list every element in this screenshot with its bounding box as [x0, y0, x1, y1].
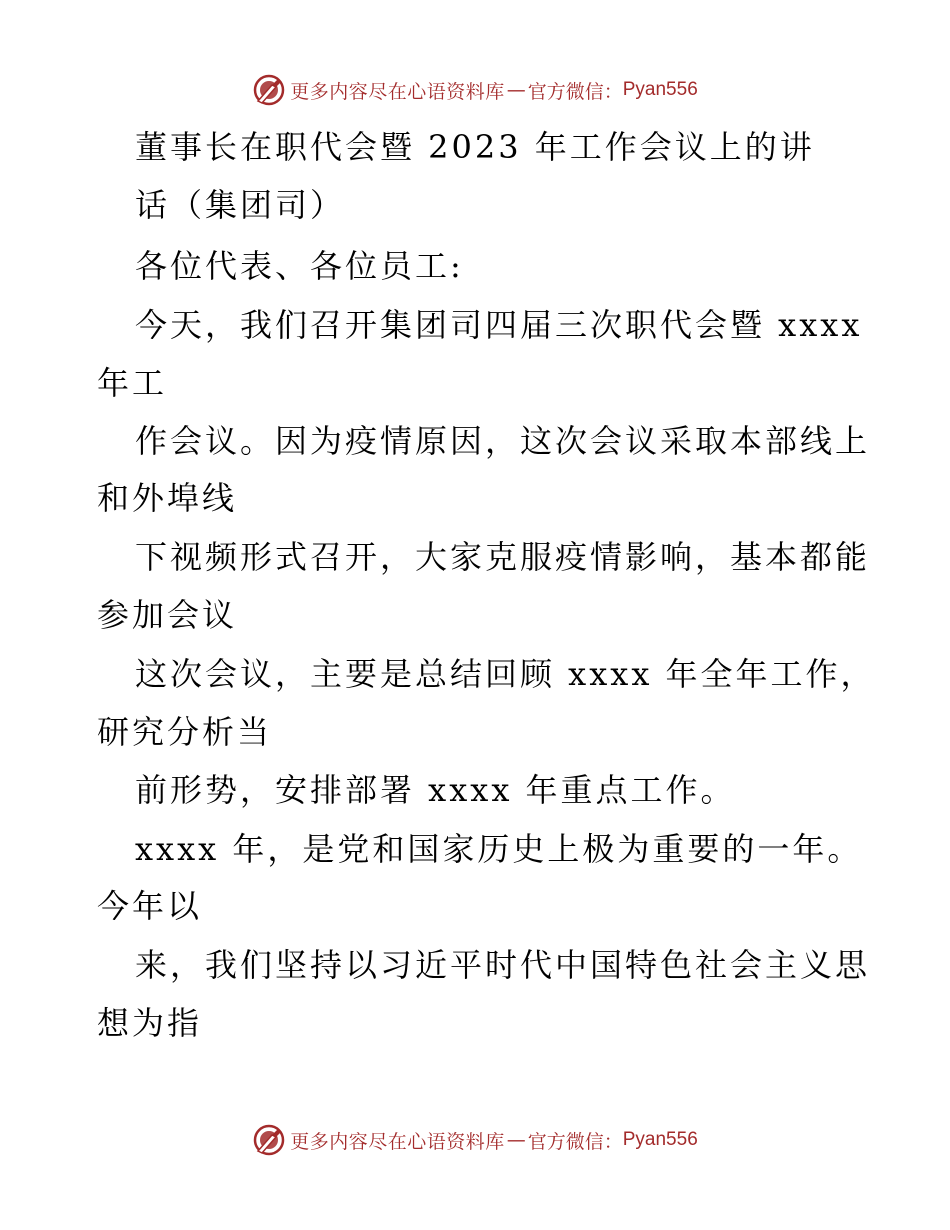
body-line: xxxx 年，是党和国家历史上极为重要的一年。 — [135, 830, 863, 868]
body-line: 今天，我们召开集团司四届三次职代会暨 xxxx — [135, 306, 863, 344]
document-title-line-2: 话（集团司） — [135, 186, 346, 224]
body-line: 年工 — [97, 364, 168, 402]
body-line: 研究分析当 — [97, 713, 273, 751]
banner-promo-text: 更多内容尽在心语资料库 — [290, 1130, 505, 1153]
pen-seal-logo-icon — [252, 1123, 286, 1157]
footer-banner — [0, 1120, 950, 1160]
salutation: 各位代表、各位员工: — [135, 247, 464, 285]
document-title-line-1: 董事长在职代会暨 2023 年工作会议上的讲 — [135, 128, 815, 166]
pen-seal-logo-icon — [252, 73, 286, 107]
body-line: 作会议。因为疫情原因，这次会议采取本部线上 — [135, 422, 871, 460]
banner-wechat-label: 官方微信： — [527, 1130, 623, 1153]
banner-wechat-label: 官方微信： — [527, 80, 623, 103]
body-line: 这次会议，主要是总结回顾 xxxx 年全年工作， — [135, 655, 876, 693]
body-line: 下视频形式召开，大家克服疫情影响，基本都能 — [135, 538, 871, 576]
body-line: 前形势，安排部署 xxxx 年重点工作。 — [135, 771, 736, 809]
banner-wechat-id: Pyan556 — [622, 79, 698, 100]
body-line: 和外埠线 — [97, 479, 238, 517]
banner-promo-text: 更多内容尽在心语资料库 — [290, 80, 505, 103]
banner-wechat-id: Pyan556 — [622, 1129, 698, 1150]
body-line: 来，我们坚持以习近平时代中国特色社会主义思 — [135, 946, 871, 984]
banner-dash: — — [506, 79, 526, 101]
header-banner — [0, 70, 950, 110]
body-line: 参加会议 — [97, 596, 238, 634]
body-line: 想为指 — [97, 1004, 203, 1042]
body-line: 今年以 — [97, 887, 203, 925]
banner-dash: — — [506, 1129, 526, 1151]
